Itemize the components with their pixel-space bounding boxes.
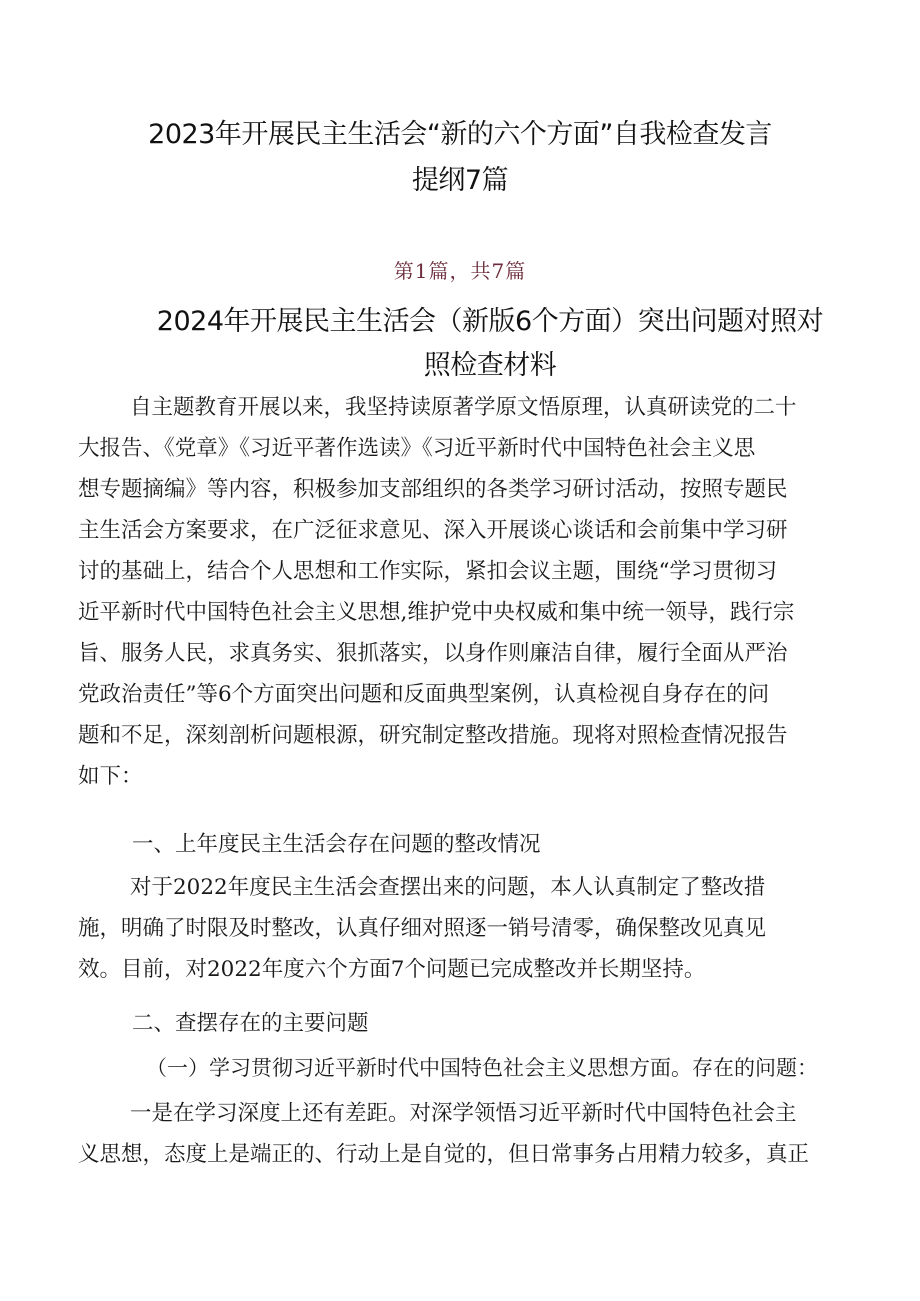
section-1-heading: 一、上年度民主生活会存在问题的整改情况 — [132, 832, 541, 857]
part-label: 第1篇，共7篇 — [393, 259, 527, 283]
paragraph-line: 主生活会方案要求，在广泛征求意见、深入开展谈心谈话和会前集中学习研 — [78, 518, 788, 543]
paragraph-line: 近平新时代中国特色社会主义思想,维护党中央权威和集中统一领导，践行宗 — [78, 600, 795, 625]
subsection-1-paragraph — [78, 1093, 850, 1175]
subsection-1-heading: （一）学习贯彻习近平新时代中国特色社会主义思想方面。存在的问题： — [146, 1056, 818, 1080]
paragraph-line: 一是在学习深度上还有差距。对深学领悟习近平新时代中国特色社会主 — [130, 1101, 797, 1126]
section-1-paragraph — [78, 867, 850, 990]
paragraph-line: 旨、服务人民，求真务实、狠抓落实，以身作则廉洁自律，履行全面从严治 — [78, 641, 788, 666]
main-title-line-2: 提纲7篇 — [411, 165, 509, 196]
main-title — [0, 112, 920, 204]
sub-title — [130, 300, 850, 388]
intro-paragraph — [78, 387, 850, 797]
main-title-line-1: 2023年开展民主生活会“新的六个方面”自我检查发言 — [148, 119, 772, 150]
paragraph-line: 想专题摘编》等内容，积极参加支部组织的各类学习研讨活动，按照专题民 — [78, 477, 788, 502]
paragraph-line: 自主题教育开展以来，我坚持读原著学原文悟原理，认真研读党的二十 — [130, 395, 797, 420]
paragraph-line: 大报告、《党章》《习近平著作选读》《习近平新时代中国特色社会主义思 — [78, 436, 756, 461]
paragraph-line: 义思想，态度上是端正的、行动上是自觉的，但日常事务占用精力较多，真正 — [78, 1142, 810, 1167]
paragraph-line: 施，明确了时限及时整改，认真仔细对照逐一销号清零，确保整改见真见 — [78, 916, 767, 941]
paragraph-line: 如下： — [78, 764, 143, 789]
sub-title-line-2: 照检查材料 — [423, 350, 557, 381]
paragraph-line: 效。目前，对2022年度六个方面7个问题已完成整改并长期坚持。 — [78, 957, 706, 982]
section-2-heading: 二、查摆存在的主要问题 — [132, 1011, 369, 1036]
paragraph-line: 题和不足，深刻剖析问题根源，研究制定整改措施。现将对照检查情况报告 — [78, 723, 788, 748]
paragraph-line: 对于2022年度民主生活会查摆出来的问题，本人认真制定了整改措 — [130, 875, 766, 900]
paragraph-line: 讨的基础上，结合个人思想和工作实际，紧扣会议主题，围绕“学习贯彻习 — [78, 559, 777, 584]
sub-title-line-1: 2024年开展民主生活会（新版6个方面）突出问题对照对 — [156, 306, 824, 337]
paragraph-line: 党政治责任”等6个方面突出问题和反面典型案例，认真检视自身存在的问 — [78, 682, 770, 707]
